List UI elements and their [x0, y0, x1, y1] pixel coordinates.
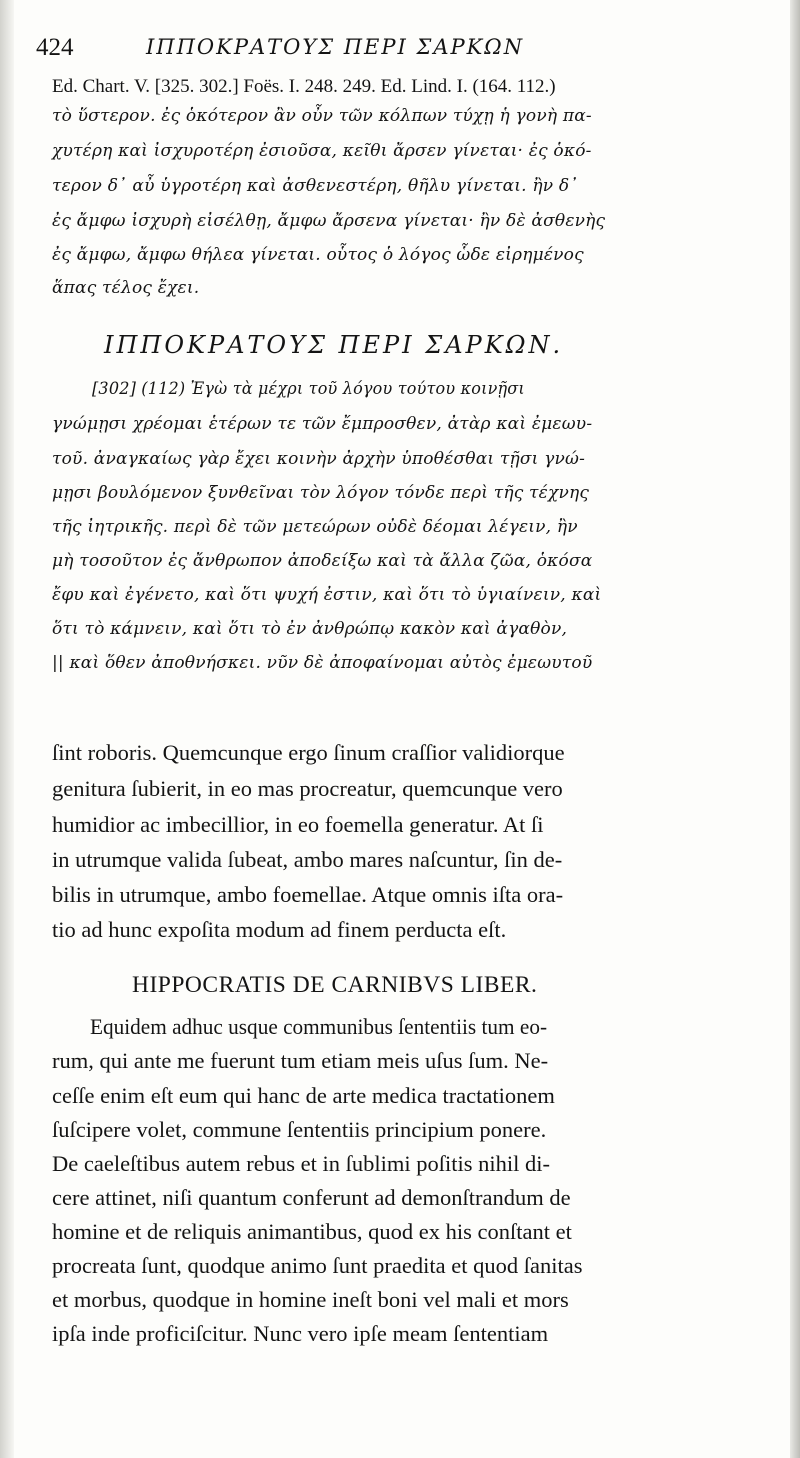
- latin-line: ceſſe enim eſt eum qui hanc de arte medica tractationem: [52, 1083, 555, 1108]
- latin-line: homine et de reliquis animantibus, quod ex his conſtant et: [52, 1219, 572, 1244]
- latin-line: humidior ac imbecillior, in eo foemella generatur. At ſi: [52, 812, 544, 837]
- running-head: ΙΠΠΟΚΡΑΤΟΥΣ ΠΕΡΙ ΣΑΡΚΩΝ: [146, 35, 525, 59]
- latin-line: ipſa inde proficiſcitur. Nunc vero ipſe meam ſententiam: [52, 1321, 549, 1346]
- greek-line: ὅτι τὸ κάμνειν, καὶ ὅτι τὸ ἐν ἀνθρώπῳ κακὸν καὶ ἀγαθὸν,: [52, 619, 568, 639]
- latin-line: ſint roboris. Quemcunque ergo ſinum craſſior validiorque: [52, 740, 565, 765]
- edition-reference: Ed. Chart. V. [325. 302.] Foës. I. 248. 249. Ed. Lind. I. (164. 112.): [52, 76, 556, 97]
- greek-line: ἅπας τέλος ἔχει.: [52, 278, 200, 298]
- greek-line: τοῦ. ἀναγκαίως γὰρ ἔχει κοινὴν ἀρχὴν ὑποθέσθαι τῇσι γνώ-: [52, 449, 586, 469]
- greek-line: γνώμῃσι χρέομαι ἑτέρων τε τῶν ἔμπροσθεν, ἀτὰρ καὶ ἐμεωυ-: [52, 414, 593, 434]
- greek-line: [302] (112) Ἐγὼ τὰ μέχρι τοῦ λόγου τούτου κοινῇσι: [92, 379, 525, 399]
- greek-line: ἐς ἄμφω, ἄμφω θήλεα γίνεται. οὗτος ὁ λόγος ὧδε εἰρημένος: [52, 245, 584, 265]
- greek-line: τὸ ὕστερον. ἐς ὁκότερον ἂν οὖν τῶν κόλπων τύχῃ ἡ γονὴ πα-: [52, 106, 592, 126]
- page-header: [28, 30, 768, 70]
- latin-line: cere attinet, niſi quantum conferunt ad demonſtrandum de: [52, 1185, 571, 1210]
- latin-line: et morbus, quodque in homine ineſt boni vel mali et mors: [52, 1287, 569, 1312]
- page-gutter-shadow: [0, 0, 14, 1458]
- greek-line: ἐς ἄμφω ἰσχυρὴ εἰσέλθῃ, ἄμφω ἄρσενα γίνεται· ἢν δὲ ἀσθενὴς: [52, 211, 606, 231]
- latin-line: bilis in utrumque, ambo foemellae. Atque omnis iſta ora-: [52, 882, 564, 907]
- latin-line: genitura ſubierit, in eo mas procreatur, quemcunque vero: [52, 776, 563, 801]
- latin-line: De caeleſtibus autem rebus et in ſublimi poſitis nihil di-: [52, 1151, 551, 1176]
- page-edge-shadow: [790, 0, 800, 1458]
- latin-line: rum, qui ante me fuerunt tum etiam meis uſus ſum. Ne-: [52, 1048, 549, 1073]
- greek-line: χυτέρη καὶ ἰσχυροτέρη ἐσιοῦσα, κεῖθι ἄρσεν γίνεται· ἐς ὁκό-: [52, 141, 592, 161]
- latin-treatise-title: HIPPOCRATIS DE CARNIBVS LIBER.: [132, 972, 538, 998]
- greek-line: τερον δ᾽ αὖ ὑγροτέρη καὶ ἀσθενεστέρη, θῆλυ γίνεται. ἢν δ᾽: [52, 176, 579, 196]
- latin-line: ſuſcipere volet, commune ſententiis principium ponere.: [52, 1117, 547, 1142]
- greek-line: μῃσι βουλόμενον ξυνθεῖναι τὸν λόγον τόνδε περὶ τῆς τέχνης: [52, 483, 590, 503]
- greek-line: τῆς ἰητρικῆς. περὶ δὲ τῶν μετεώρων οὐδὲ δέομαι λέγειν, ἢν: [52, 517, 578, 537]
- greek-line: ἔφυ καὶ ἐγένετο, καὶ ὅτι ψυχή ἐστιν, καὶ ὅτι τὸ ὑγιαίνειν, καὶ: [52, 585, 602, 605]
- page-number: 424: [36, 34, 74, 61]
- latin-line: in utrumque valida ſubeat, ambo mares naſcuntur, ſin de-: [52, 847, 563, 872]
- greek-treatise-title: ΙΠΠΟΚΡΑΤΟΥΣ ΠΕΡΙ ΣΑΡΚΩΝ.: [104, 331, 564, 359]
- latin-line: procreata ſunt, quodque animo ſunt praedita et quod ſanitas: [52, 1253, 583, 1278]
- latin-line: Equidem adhuc usque communibus ſententiis tum eo-: [90, 1014, 548, 1039]
- greek-line: || καὶ ὅθεν ἀποθνήσκει. νῦν δὲ ἀποφαίνομαι αὐτὸς ἐμεωυτοῦ: [52, 653, 593, 673]
- greek-line: μὴ τοσοῦτον ἐς ἄνθρωπον ἀποδείξω καὶ τὰ ἄλλα ζῶα, ὁκόσα: [52, 551, 593, 571]
- latin-line: tio ad hunc expoſita modum ad finem perducta eſt.: [52, 917, 507, 942]
